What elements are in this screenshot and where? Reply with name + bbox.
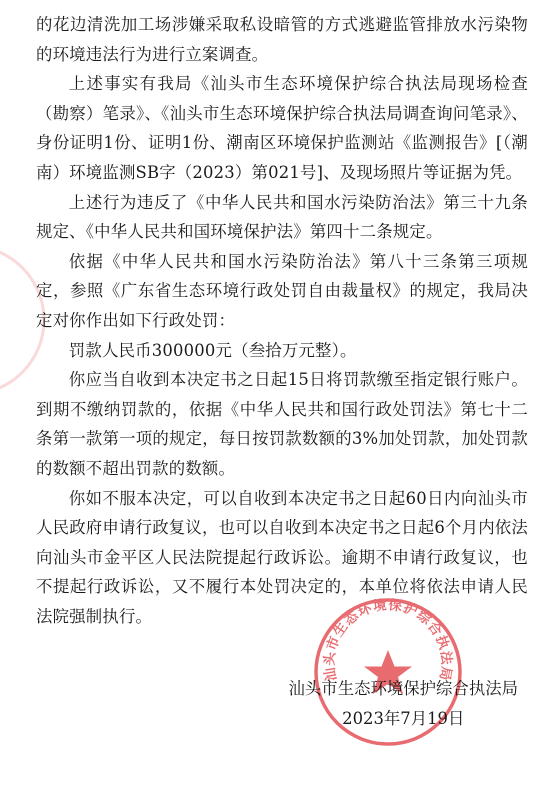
signature-block [289, 674, 518, 734]
seal-arc-text: 汕头市生态环境保护综合执法局 [321, 597, 455, 683]
paragraph-violation: 上述行为违反了《中华人民共和国水污染防治法》第三十九条规定、《中华人民共和国环境保护法》第四十二条规定。 [36, 192, 528, 242]
paragraph-fine-amount: 罚款人民币300000元（叁拾万元整）。 [68, 340, 357, 360]
issue-date: 2023年7月19日 [342, 709, 465, 728]
issuing-agency: 汕头市生态环境保护综合执法局 [288, 679, 518, 698]
paragraph-legal-basis: 依据《中华人民共和国水污染防治法》第八十三条第三项规定，参照《广东省生态环境行政处罚自由裁量权》的规定，我局决定对你作出如下行政处罚： [36, 251, 528, 330]
paragraph-payment-terms: 你应当自收到本决定书之日起15日将罚款缴至指定银行账户。到期不缴纳罚款的，依据《中华人民共和国行政处罚法》第七十二条第一款第一项的规定，每日按罚款数额的3%加处罚款，加处罚款的数额不超出罚款的数额。 [36, 370, 528, 478]
paragraph-evidence: 上述事实有我局《汕头市生态环境保护综合执法局现场检查（勘察）笔录》、《汕头市生态环境保护综合执法局调查询问笔录》、身份证明1份、证明1份、潮南区环境保护监测站《监测报告》[（潮南）环境监测SB字（2023）第021号]、及现场照片等证据为凭。 [36, 74, 528, 182]
paragraph-appeal-rights: 你如不服本决定，可以自收到本决定书之日起60日内向汕头市人民政府申请行政复议，也可以自收到本决定书之日起6个月内依法向汕头市金平区人民法院提起行政诉讼。逾期不申请行政复议，也不提起行政诉讼，又不履行本处罚决定的，本单位将依法申请人民法院强制执行。 [36, 488, 528, 626]
document-body [36, 10, 528, 631]
paragraph-case-opening: 的花边清洗加工场涉嫌采取私设暗管的方式逃避监管排放水污染物的环境违法行为进行立案调查。 [36, 15, 528, 64]
